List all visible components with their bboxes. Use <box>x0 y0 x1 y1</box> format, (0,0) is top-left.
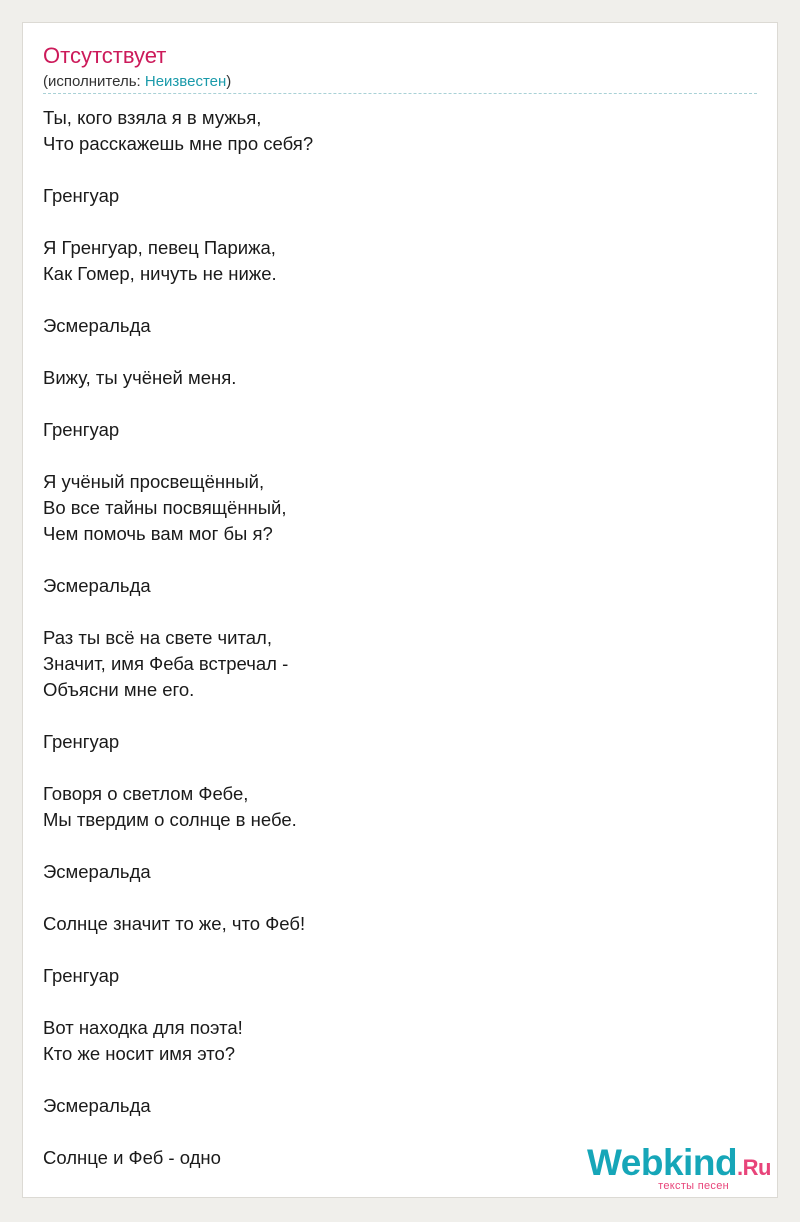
lyrics-card <box>22 22 778 1198</box>
artist-line <box>43 73 231 90</box>
song-title: Отсутствует <box>43 43 167 68</box>
artist-link[interactable]: Неизвестен <box>144 73 227 90</box>
logo-subtitle: тексты песен <box>658 1180 729 1192</box>
artist-suffix: ) <box>226 73 232 90</box>
dashed-divider <box>43 93 757 94</box>
logo-tld: .Ru <box>737 1155 771 1180</box>
logo-main-text: Webkind <box>587 1142 738 1183</box>
artist-prefix: (исполнитель: <box>43 73 145 90</box>
lyrics-text: Ты, кого взяла я в мужья, Что расскажешь мне про себя? Гренгуар Я Гренгуар, певец Парижа, Как Гомер, ничуть не ниже. Эсмеральда Вижу, ты учёней меня. Гренгуар Я учёный просвещённый, Во все тайны посвящённый, Чем помочь вам мог бы я? Эсмеральда Раз ты всё на свете читал, Значит, имя Феба встречал - Объясни мне его. Гренгуар Говоря о светлом Фебе, Мы твердим о солнце в небе. Эсмеральда Солнце значит то же, что Феб! Гренгуар Вот находка для поэта! Кто же носит имя это? Эсмеральда Солнце и Феб - одно <box>43 107 314 1168</box>
site-logo[interactable] <box>587 1144 771 1192</box>
